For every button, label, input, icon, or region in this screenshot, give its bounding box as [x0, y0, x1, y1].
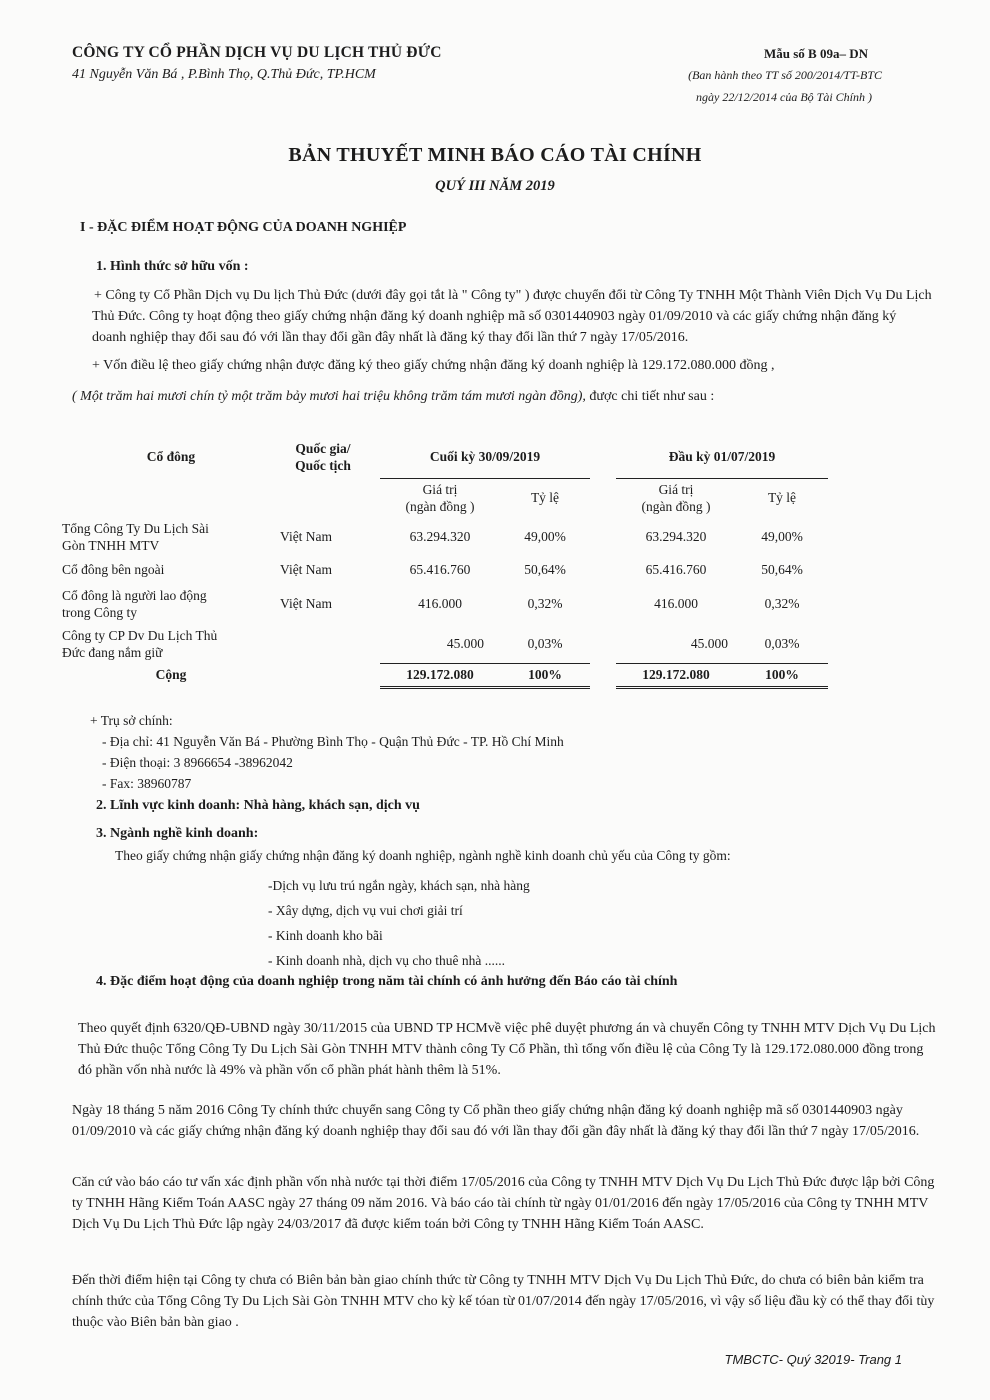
item-1-heading: 1. Hình thức sở hữu vốn : [96, 259, 249, 274]
ownership-paragraph [92, 285, 932, 348]
end-value: 416.000 [418, 596, 462, 611]
table-total-row [62, 663, 828, 687]
col-holder-header: Cổ đông [146, 449, 196, 464]
total-start-ratio: 100% [736, 663, 828, 687]
holder-country: Việt Nam [280, 529, 333, 544]
period-end-header: Cuối kỳ 30/09/2019 [380, 436, 590, 478]
charter-capital-text: + Vốn điều lệ theo giấy chứng nhận được đăng ký theo giấy chứng nhận đăng ký doanh nghiệp là 129.172.080.000 đồng , [92, 358, 775, 373]
office-address: - Địa chỉ: 41 Nguyễn Văn Bá - Phường Bình Thọ - Quận Thủ Đức - TP. Hồ Chí Minh [102, 734, 564, 749]
start-ratio: 0,32% [764, 596, 800, 611]
holder-country: Việt Nam [280, 561, 333, 577]
office-heading: + Trụ sở chính: [90, 713, 173, 728]
company-name: CÔNG TY CỔ PHẦN DỊCH VỤ DU LỊCH THỦ ĐỨC [72, 44, 442, 61]
col-value-header: Giá trị (ngàn đồng ) [641, 482, 711, 515]
document-subtitle: QUÝ III NĂM 2019 [435, 178, 555, 194]
start-value: 65.416.760 [645, 561, 707, 577]
end-ratio: 50,64% [524, 561, 566, 577]
item-4-paragraph: Căn cứ vào báo cáo tư vấn xác định phần vốn nhà nước tại thời điểm 17/05/2016 của Công ty TNHH MTV Dịch Vụ Du Lịch Thủ Đức được lập bởi Công ty TNHH Hãng Kiểm Toán AASC ngày 27 tháng 09 năm 2016. Và báo cáo tài chính từ ngày 01/01/2016 đến ngày 17/05/2016 của Công ty TNHH MTV Dịch Vụ Du Lịch Thủ Đức lập ngày 24/03/2017 đã được kiểm toán bởi Công ty TNHH Hãng Kiểm Toán AASC. [72, 1175, 935, 1232]
document-title: BẢN THUYẾT MINH BÁO CÁO TÀI CHÍNH [288, 144, 702, 166]
item-4-paragraph: Đến thời điểm hiện tại Công ty chưa có Biên bản bàn giao chính thức từ Công ty TNHH MTV Dịch Vụ Du Lịch Thủ Đức, do chưa có biên bản kiểm tra chính thức của Tổng Công Ty Du Lịch Sài Gòn TNHH MTV cho kỳ kế tóan từ 01/07/2014 đến ngày 17/05/2016, vì vậy số liệu đầu kỳ có thể thay đổi tùy thuộc vào Biên bản bàn giao . [72, 1273, 935, 1330]
start-value: 63.294.320 [645, 529, 707, 544]
start-ratio: 49,00% [761, 529, 803, 544]
start-value: 416.000 [654, 596, 698, 611]
charter-capital-words [72, 389, 714, 405]
office-phone: - Điện thoại: 3 8966654 -38962042 [102, 755, 293, 770]
business-line: - Kinh doanh nhà, dịch vụ cho thuê nhà ...... [268, 953, 505, 968]
table-row [62, 625, 828, 663]
col-ratio-header: Tỷ lệ [767, 490, 797, 506]
business-intro: Theo giấy chứng nhận giấy chứng nhận đăng ký doanh nghiệp, ngành nghề kinh doanh chủ yếu của Công ty gồm: [115, 848, 731, 863]
table-row [62, 583, 828, 625]
period-start-header: Đầu kỳ 01/07/2019 [616, 436, 828, 478]
company-address: 41 Nguyễn Văn Bá , P.Bình Thọ, Q.Thủ Đức, TP.HCM [72, 67, 376, 82]
item-2-heading: 2. Lĩnh vực kinh doanh: Nhà hàng, khách sạn, dịch vụ [96, 798, 420, 813]
holder-name: Cổ đông là người lao động trong Công ty [62, 588, 207, 620]
ownership-text: + Công ty Cổ Phần Dịch vụ Du lịch Thủ Đức (dưới đây gọi tắt là " Công ty" ) được chuyển đổi từ Công Ty TNHH Một Thành Viên Dịch Vụ Du Lịch Thủ Đức. Công ty hoạt động theo giấy chứng nhận đăng ký doanh nghiệp mã số 0301440903 ngày 01/09/2010 và các giấy chứng nhận đăng ký doanh nghiệp thay đổi sau đó với lần thay đổi gần đây nhất là đăng ký thay đổi lần thứ 7 ngày 17/05/2016. [92, 288, 932, 345]
start-ratio: 0,03% [764, 635, 800, 651]
end-ratio: 0,32% [527, 596, 563, 611]
end-value: 65.416.760 [409, 561, 471, 577]
form-note-circular: (Ban hành theo TT số 200/2014/TT-BTC [688, 68, 882, 82]
holder-name: Công ty CP Dv Du Lịch Thủ Đức đang nắm giữ [62, 628, 218, 660]
col-value-header: Giá trị (ngàn đồng ) [405, 482, 475, 515]
end-value: 63.294.320 [409, 529, 471, 544]
capital-in-words: ( Một trăm hai mươi chín tỷ một trăm bảy mươi hai triệu không trăm tám mươi ngàn đồng), [72, 389, 586, 404]
business-line: -Dịch vụ lưu trú ngắn ngày, khách sạn, nhà hàng [268, 878, 530, 893]
shareholder-table [62, 436, 828, 689]
holder-name: Cổ đông bên ngoài [62, 561, 165, 577]
item-4-heading: 4. Đặc điểm hoạt động của doanh nghiệp trong năm tài chính có ảnh hưởng đến Báo cáo tài chính [96, 974, 678, 989]
item-4-paragraph: Theo quyết định 6320/QĐ-UBND ngày 30/11/2015 của UBND TP HCMvề việc phê duyệt phương án và chuyển Công ty TNHH MTV Dịch Vụ Du Lịch Thủ Đức thuộc Tổng Công Ty Du Lịch Sài Gòn TNHH MTV thành công Ty Cổ Phần, thì tổng vốn điều lệ của Công Ty là 129.172.080.000 đồng trong đó phần vốn nhà nước là 49% và phần vốn cổ phần phát hành thêm là 51%. [78, 1021, 936, 1078]
item-3-heading: 3. Ngành nghề kinh doanh: [96, 826, 259, 841]
start-ratio: 50,64% [761, 561, 803, 577]
capital-detail-intro: được chi tiết như sau : [589, 389, 715, 404]
total-start-value: 129.172.080 [616, 663, 736, 687]
col-ratio-header: Tỷ lệ [530, 490, 560, 506]
form-code: Mẫu số B 09a– DN [763, 46, 868, 61]
business-line: - Xây dựng, dịch vụ vui chơi giải trí [268, 903, 463, 918]
holder-country: Việt Nam [280, 596, 333, 611]
start-value: 45.000 [690, 635, 728, 651]
col-country-header: Quốc gia/ Quốc tịch [295, 441, 351, 473]
holder-name: Tổng Công Ty Du Lịch Sài Gòn TNHH MTV [62, 521, 209, 553]
section-heading: I - ĐẶC ĐIỂM HOẠT ĐỘNG CỦA DOANH NGHIỆP [80, 220, 407, 235]
table-row [62, 518, 828, 556]
form-note-date: ngày 22/12/2014 của Bộ Tài Chính ) [696, 90, 872, 104]
end-ratio: 49,00% [524, 529, 566, 544]
end-ratio: 0,03% [527, 635, 563, 651]
total-end-value: 129.172.080 [380, 663, 500, 687]
holder-country [280, 625, 366, 663]
end-value: 45.000 [446, 635, 484, 651]
office-fax: - Fax: 38960787 [102, 776, 192, 791]
page-footer: TMBCTC- Quý 32019- Trang 1 [724, 1352, 902, 1367]
total-end-ratio: 100% [500, 663, 590, 687]
total-label: Cộng [155, 667, 187, 682]
business-line: - Kinh doanh kho bãi [268, 928, 383, 943]
table-row [62, 556, 828, 583]
item-4-paragraph: Ngày 18 tháng 5 năm 2016 Công Ty chính thức chuyển sang Công ty Cổ phần theo giấy chứng nhận đăng ký doanh nghiệp mã số 0301440903 ngày 01/09/2010 và các giấy chứng nhận đăng ký doanh nghiệp thay đổi sau đó với lần thay đổi gần đây nhất là đăng ký thay đổi lần thứ 7 ngày 17/05/2016. [72, 1103, 920, 1139]
